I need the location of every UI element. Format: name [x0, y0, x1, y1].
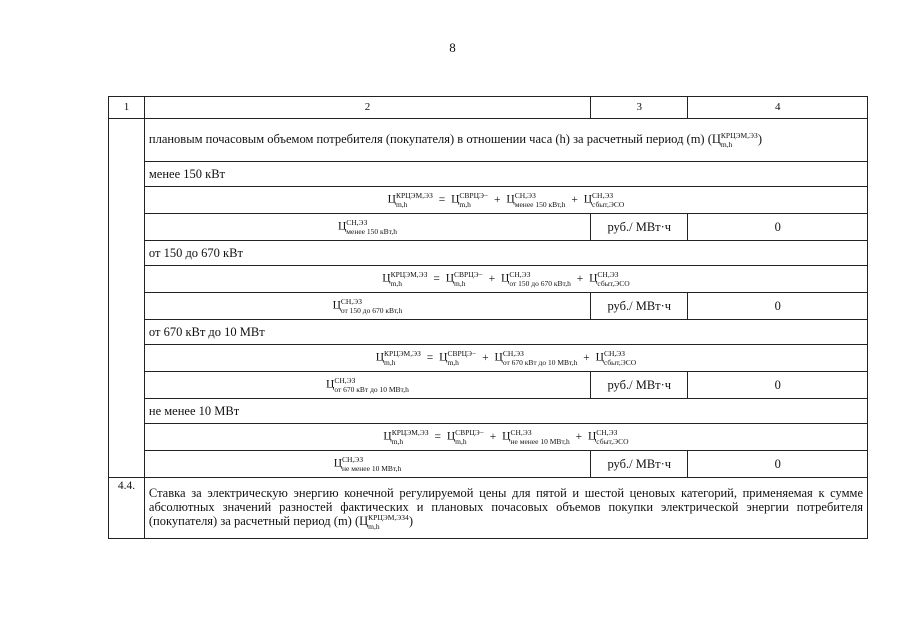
intro-close: ): [757, 131, 762, 146]
term-cell: Ц СН,ЭЗ менее 150 кВт,h: [144, 214, 590, 241]
value-row: [109, 214, 868, 241]
formula-row: [109, 187, 868, 214]
intro-sub: m,h: [720, 139, 733, 149]
value-row: [109, 451, 868, 478]
intro-text: плановым почасовым объемом потребителя (покупателя) в отношении часа (h) за расчетный период (m) (Ц: [148, 131, 721, 146]
formula-row: [109, 266, 868, 293]
category-label: от 150 до 670 кВт: [144, 241, 867, 266]
value-cell: 0: [688, 372, 868, 399]
category-row: [109, 162, 868, 187]
unit-cell: руб./ МВт·ч: [591, 214, 688, 241]
section-symbol-scripts: КРЦЭМ,ЭЗ4 m,h: [368, 513, 409, 531]
section-text: Ставка за электрическую энергию конечной регулируемой цены для пятой и шестой ценовых категорий, применяемая к сумме абсолютных значений разностей фактических и плановых почасовых объемов покупки электрической энергии потребителя (покупателя) за расчетный период (m) (Ц: [148, 485, 863, 529]
header-cell: 3: [591, 97, 688, 119]
value-cell: 0: [688, 451, 868, 478]
category-label: менее 150 кВт: [144, 162, 867, 187]
formula: Ц КРЦЭМ,ЭЗ m,h = Ц СВРЦЭ− m,h + Ц СН,ЭЗ менее 150 кВт,h + Ц СН,ЭЗ сбыт,ЭСО: [144, 187, 867, 214]
category-row: [109, 320, 868, 345]
intro-row: [109, 119, 868, 162]
value-cell: 0: [688, 214, 868, 241]
header-cell: 2: [144, 97, 590, 119]
value-cell: 0: [688, 293, 868, 320]
formula: Ц КРЦЭМ,ЭЗ m,h = Ц СВРЦЭ− m,h + Ц СН,ЭЗ от 670 кВт до 10 МВт,h + Ц СН,ЭЗ сбыт,ЭСО: [144, 345, 867, 372]
unit-cell: руб./ МВт·ч: [591, 451, 688, 478]
header-cell: 1: [109, 97, 145, 119]
category-row: [109, 241, 868, 266]
category-label: от 670 кВт до 10 МВт: [144, 320, 867, 345]
table-header-row: [109, 97, 868, 119]
intro-symbol-scripts: [721, 132, 758, 148]
term-cell: Ц СН,ЭЗ не менее 10 МВт,h: [144, 451, 590, 478]
value-row: [109, 293, 868, 320]
section-text-cell: Ставка за электрическую энергию конечной регулируемой цены для пятой и шестой ценовых категорий, применяемая к сумме абсолютных значений разностей фактических и плановых почасовых объемов покупки электрической энергии потребителя (покупателя) за расчетный период (m) (Ц КРЦЭМ,ЭЗ4 m,h ): [144, 478, 867, 539]
formula: Ц КРЦЭМ,ЭЗ m,h = Ц СВРЦЭ− m,h + Ц СН,ЭЗ не менее 10 МВт,h + Ц СН,ЭЗ сбыт,ЭСО: [144, 424, 867, 451]
page-number: 8: [449, 40, 456, 55]
formula: Ц КРЦЭМ,ЭЗ m,h = Ц СВРЦЭ− m,h + Ц СН,ЭЗ от 150 до 670 кВт,h + Ц СН,ЭЗ сбыт,ЭСО: [144, 266, 867, 293]
section-4-4-row: [109, 478, 868, 539]
header-cell: 4: [688, 97, 868, 119]
category-row: [109, 399, 868, 424]
formula-row: [109, 345, 868, 372]
empty-number-cell: [109, 119, 145, 478]
intro-text-cell: [144, 119, 867, 162]
term-cell: Ц СН,ЭЗ от 150 до 670 кВт,h: [144, 293, 590, 320]
formula-row: [109, 424, 868, 451]
category-label: не менее 10 МВт: [144, 399, 867, 424]
term-cell: Ц СН,ЭЗ от 670 кВт до 10 МВт,h: [144, 372, 590, 399]
value-row: [109, 372, 868, 399]
unit-cell: руб./ МВт·ч: [591, 293, 688, 320]
section-number: 4.4.: [109, 478, 145, 539]
intro-sup: КРЦЭМ,ЭЗ: [720, 131, 758, 141]
unit-cell: руб./ МВт·ч: [591, 372, 688, 399]
tariff-table: [108, 96, 868, 539]
